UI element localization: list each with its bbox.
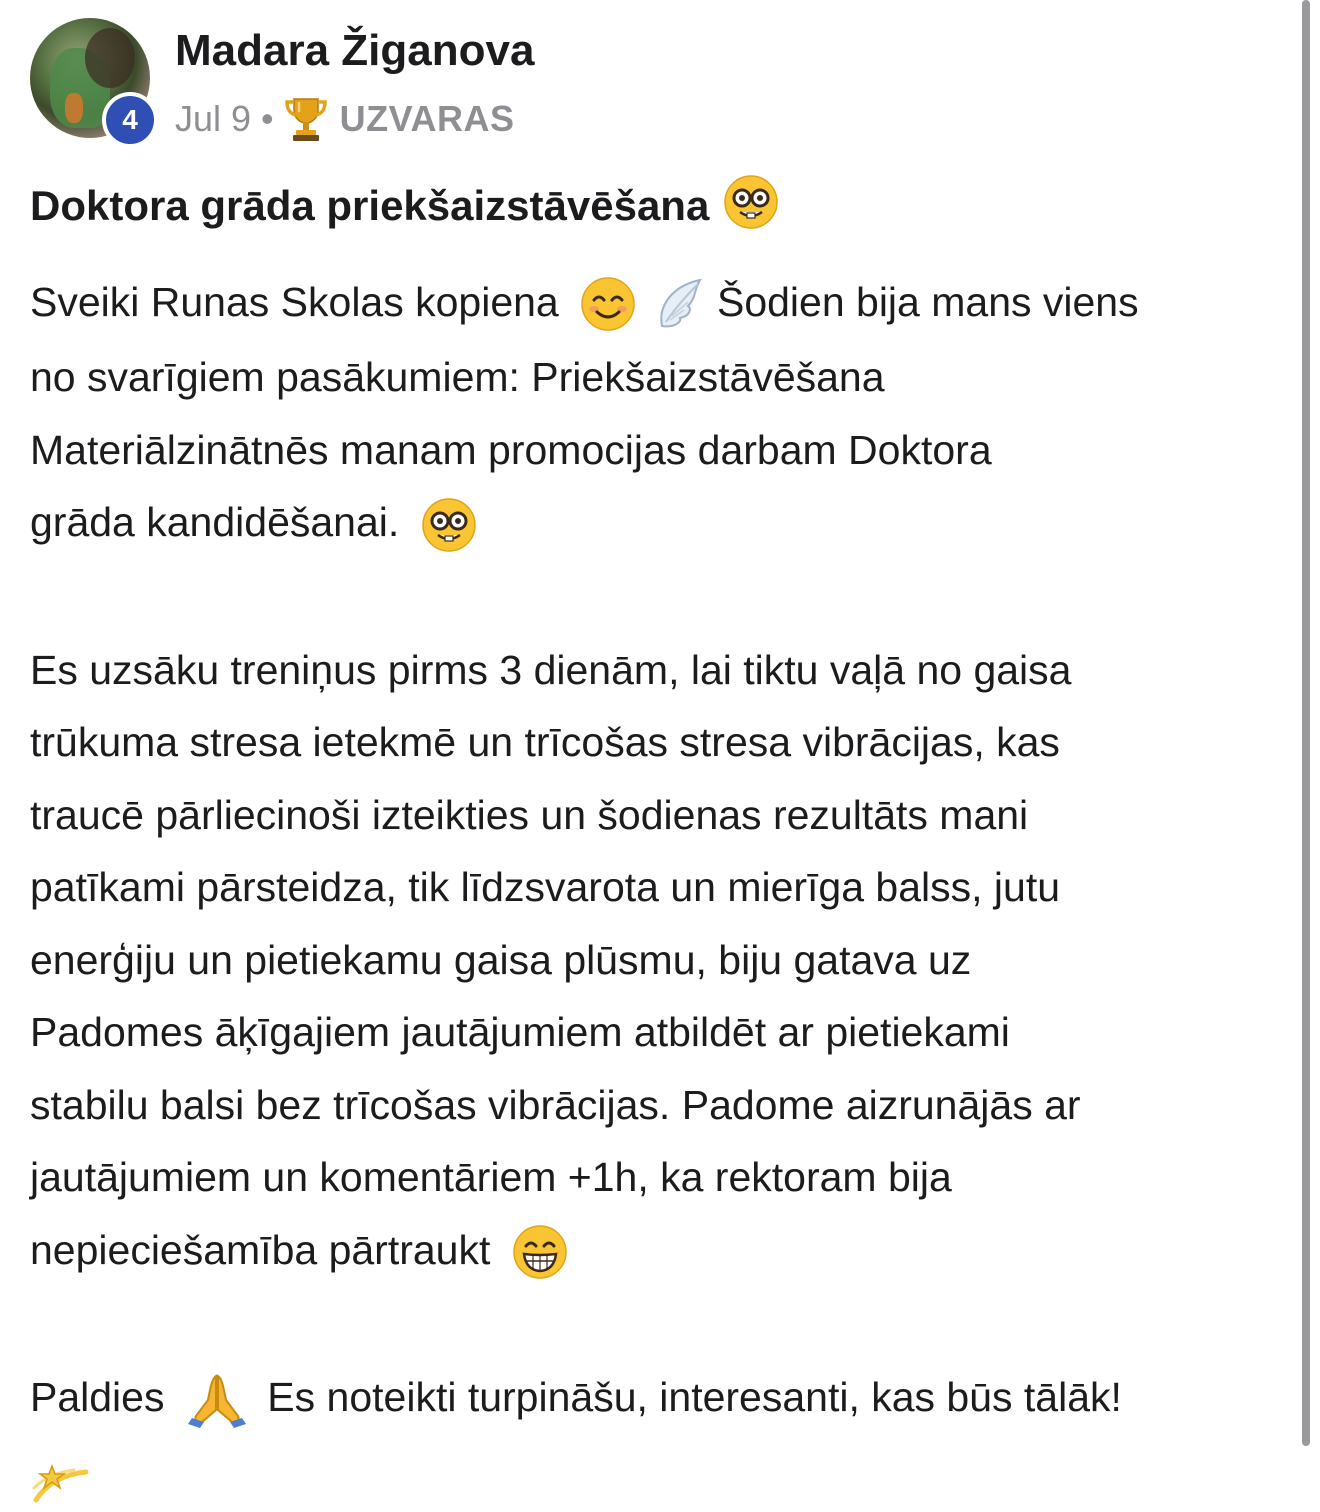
scrollbar[interactable]: [1302, 0, 1310, 1446]
body-line: stabilu balsi bez trīcošas vibrācijas. Padome aizrunājās ar: [30, 1081, 1081, 1128]
grinning-face-icon: [512, 1217, 568, 1290]
body-line: [30, 486, 1280, 561]
body-line: enerģiju un pietiekamu gaisa plūsmu, biju gatava uz: [30, 936, 972, 983]
post-category[interactable]: UZVARAS: [339, 98, 515, 139]
body-line: [30, 1214, 1280, 1289]
author-avatar-wrap[interactable]: [30, 18, 152, 140]
body-line: trūkuma stresa ietekmē un trīcošas stresa vibrācijas, kas: [30, 719, 1060, 766]
body-line: Padomes āķīgajiem jautājumiem atbildēt ar pietiekami: [30, 1009, 1010, 1056]
level-badge: 4: [102, 92, 158, 148]
body-line: jautājumiem un komentāriem +1h, ka rektoram bija: [30, 1154, 952, 1201]
post-date[interactable]: Jul 9: [175, 98, 252, 139]
post-body: [30, 266, 1280, 1512]
body-line: traucē pārliecinoši izteikties un šodienas rezultāts mani: [30, 791, 1029, 838]
body-text: grāda kandidēšanai.: [30, 499, 400, 546]
smiling-face-icon: [580, 269, 636, 342]
body-text: nepieciešamība pārtraukt: [30, 1226, 491, 1273]
post-title: [30, 178, 779, 234]
paragraph-1: [30, 266, 1280, 562]
body-line: Materiālzinātnēs manam promocijas darbam Doktora: [30, 426, 992, 473]
post-title-text: Doktora grāda priekšaizstāvēšana: [30, 182, 710, 229]
post-meta: [175, 96, 515, 142]
folded-hands-icon: [186, 1364, 248, 1437]
body-line: [30, 1437, 1280, 1512]
body-text: Šodien bija mans viens: [716, 279, 1139, 325]
body-text: Es noteikti turpināšu, interesanti, kas būs tālāk!: [267, 1374, 1122, 1421]
nerd-face-icon: [723, 178, 779, 234]
body-line: no svarīgiem pasākumiem: Priekšaizstāvēšana: [30, 354, 885, 401]
post-header: [30, 18, 1230, 150]
wing-icon: [654, 269, 706, 342]
nerd-face-icon: [421, 489, 477, 562]
body-line: patīkami pārsteidza, tik līdzsvarota un mierīga balss, jutu: [30, 864, 1061, 911]
dizzy-star-icon: [30, 1440, 92, 1512]
body-line: [30, 1361, 1280, 1436]
author-name[interactable]: Madara Žiganova: [175, 26, 535, 75]
body-line: Es uzsāku treniņus pirms 3 dienām, lai tiktu vaļā no gaisa: [30, 646, 1072, 693]
meta-separator: •: [261, 98, 274, 139]
paragraph-2: [30, 634, 1280, 1289]
paragraph-3: [30, 1361, 1280, 1512]
body-text: Sveiki Runas Skolas kopiena: [30, 279, 559, 325]
body-line: [30, 266, 1280, 341]
body-text: Paldies: [30, 1374, 165, 1421]
trophy-icon: [284, 96, 328, 142]
